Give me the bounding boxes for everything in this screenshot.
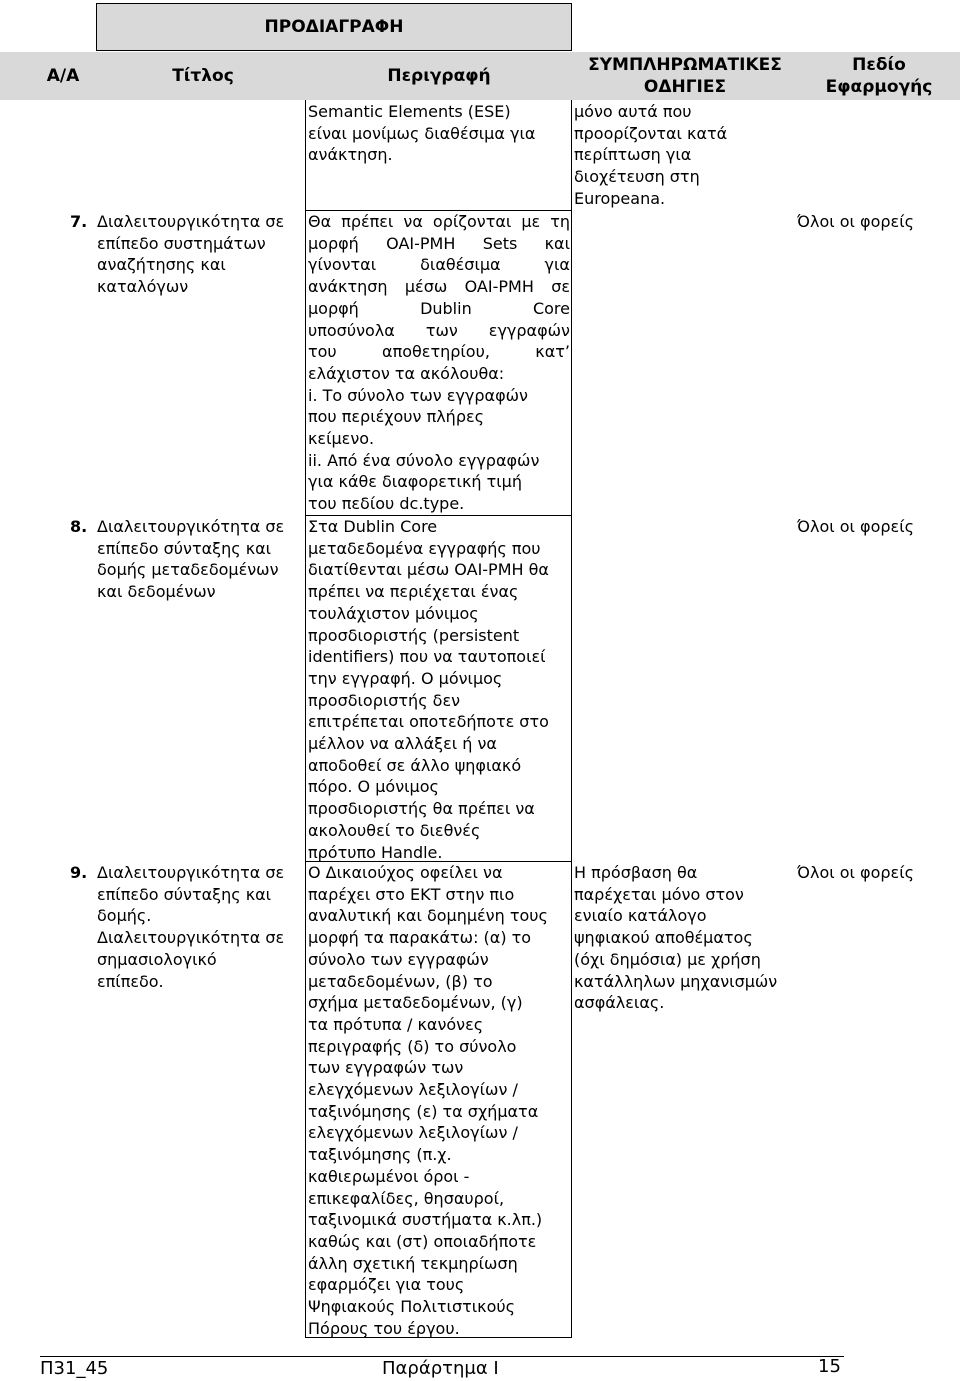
row-notes-line: κατάλληλων μηχανισμών <box>574 971 778 991</box>
spec-header: ΠΡΟΔΙΑΓΡΑΦΗ <box>96 3 572 51</box>
col-scope-header-line1: Πεδίο <box>852 55 906 75</box>
row-number: 7. <box>70 212 88 231</box>
row-description-line: Στα Dublin Core <box>308 517 438 536</box>
grid-line-desc-left <box>305 100 306 1338</box>
row-description-line: πόρο. Ο μόνιμος <box>308 777 439 797</box>
continuation-notes-line: διοχέτευση στη <box>574 167 700 187</box>
row-description-line: εφαρμόζει για τους <box>308 1275 465 1295</box>
row-description-line: ταξινομικά συστήματα κ.λπ.) <box>308 1210 543 1230</box>
row-title-line: Διαλειτουργικότητα σε <box>97 212 285 231</box>
row-description-line: αποδοθεί σε άλλο ψηφιακό <box>308 755 522 775</box>
row-description-line: προσδιοριστής δεν <box>308 690 461 710</box>
row-scope: Όλοι οι φορείς <box>797 517 914 536</box>
row-description-line: άλλη σχετική τεκμηρίωση <box>308 1253 518 1273</box>
continuation-notes-line: Europeana. <box>574 188 666 208</box>
row-title-line: επίπεδο σύνταξης και <box>97 884 272 904</box>
row-description-line: πρέπει να περιέχεται ένας <box>308 582 519 602</box>
row-description-line: γίνονται διαθέσιμα για <box>308 255 570 275</box>
row-title-line: δομής μεταδεδομένων <box>97 560 279 580</box>
row-scope: Όλοι οι φορείς <box>797 863 914 882</box>
row-notes-line: ασφάλειας. <box>574 993 665 1013</box>
row-description-line: μορφή OAI-PMH Sets και <box>308 233 570 253</box>
row-description-line: του πεδίου dc.type. <box>308 494 465 514</box>
row-notes-line: ενιαίο κατάλογο <box>574 906 707 926</box>
row-description-line: ταξινόμησης (π.χ. <box>308 1145 452 1165</box>
col-description-header: Περιγραφή <box>387 66 491 86</box>
continuation-notes-line: περίπτωση για <box>574 145 692 165</box>
row-description-line: μεταδεδομένων, (β) το <box>308 971 493 991</box>
row-description-line: μεταδεδομένα εγγραφής που <box>308 538 541 558</box>
row-description-line: διατίθενται μέσω OAI-PMH θα <box>308 560 549 580</box>
row-notes-line: Η πρόσβαση θα <box>574 863 698 882</box>
row-description-line: υποσύνολα των εγγραφών <box>308 320 570 340</box>
grid-line-desc-right <box>571 100 572 1338</box>
row-description-line: Ο Δικαιούχος οφείλει να <box>308 863 503 882</box>
row-description-line: i. Το σύνολο των εγγραφών <box>308 385 528 405</box>
row-description-line: Θα πρέπει να ορίζονται με τη <box>308 212 570 231</box>
row-description-line: καθώς και (στ) οποιαδήποτε <box>308 1231 537 1251</box>
row-description-line: τουλάχιστον μόνιμος <box>308 603 479 623</box>
row-description-line: ταξινόμησης (ε) τα σχήματα <box>308 1101 539 1121</box>
col-notes-header-line2: ΟΔΗΓΙΕΣ <box>643 77 727 97</box>
row-description-line: προσδιοριστής (persistent <box>308 625 520 645</box>
row-description-line: περιγραφής (δ) το σύνολο <box>308 1036 517 1056</box>
continuation-description-line: είναι μονίμως διαθέσιμα για <box>308 123 536 143</box>
row-description-line: την εγγραφή. Ο μόνιμος <box>308 668 503 688</box>
row-description-line: επικεφαλίδες, θησαυροί, <box>308 1188 505 1208</box>
row-number: 8. <box>70 517 88 536</box>
row-description-line: μέλλον να αλλάξει ή να <box>308 734 497 753</box>
row-description-line: των εγγραφών των <box>308 1058 464 1078</box>
row-scope: Όλοι οι φορείς <box>797 212 914 231</box>
col-scope-header <box>798 52 960 100</box>
row-title-line: και δεδομένων <box>97 582 216 602</box>
row-description-line: ελεγχόμενων λεξιλογίων / <box>308 1080 518 1099</box>
row-notes-line: (όχι δημόσια) με χρήση <box>574 949 761 969</box>
row-description-line: ακολουθεί το διεθνές <box>308 820 481 840</box>
row-description-line: καθιερωμένοι όροι - <box>308 1166 470 1186</box>
row-title-line: Διαλειτουργικότητα σε <box>97 863 285 882</box>
col-scope-header-line2: Εφαρμογής <box>825 77 933 97</box>
row-description-line: σύνολο των εγγραφών <box>308 949 489 969</box>
row-description-line: του αποθετηρίου, κατ’ <box>308 342 570 362</box>
row-description-line: που περιέχουν πλήρες <box>308 407 485 427</box>
col-notes-header-line1: ΣΥΜΠΛΗΡΩΜΑΤΙΚΕΣ <box>588 55 782 75</box>
row-notes-line: ψηφιακού αποθέματος <box>574 928 753 948</box>
continuation-notes-line: προορίζονται κατά <box>574 123 728 143</box>
row-description-line: ελάχιστον τα ακόλουθα: <box>308 363 505 383</box>
row-description-line: για κάθε διαφορετική τιμή <box>308 472 522 492</box>
row-description-line: σχήμα μεταδεδομένων, (γ) <box>308 993 523 1013</box>
row-description-line: επιτρέπεται οποτεδήποτε στο <box>308 712 549 732</box>
row-description-line: Πόρους του έργου. <box>308 1318 460 1338</box>
footer-page-number: 15 <box>818 1356 841 1377</box>
row-description-line: μορφή τα παρακάτω: (α) το <box>308 928 532 948</box>
row-description-line: ii. Από ένα σύνολο εγγραφών <box>308 450 540 470</box>
col-title-header: Τίτλος <box>172 66 234 86</box>
row-notes-line: παρέχεται μόνο στον <box>574 884 744 904</box>
row-title-line: καταλόγων <box>97 277 189 297</box>
row-description-line: ανάκτηση μέσω OAI-PMH σε <box>308 277 570 297</box>
row-title-line: σημασιολογικό <box>97 949 217 969</box>
row-title-line: δομής. <box>97 906 152 926</box>
col-aa-header: Α/Α <box>46 66 80 86</box>
row-number: 9. <box>70 863 88 882</box>
row-description-line: identifiers) που να ταυτοποιεί <box>308 647 546 667</box>
continuation-description-line: ανάκτηση. <box>308 145 393 165</box>
footer-doc-code: Π31_45 <box>40 1358 109 1379</box>
row-description-line: παρέχει στο ΕΚΤ στην πιο <box>308 884 515 904</box>
row-description-line: Ψηφιακούς Πολιτιστικούς <box>308 1297 516 1316</box>
row-title-line: επίπεδο. <box>97 971 164 991</box>
row-description-line: κείμενο. <box>308 429 375 448</box>
footer-rule <box>40 1356 844 1357</box>
row-description-line: μορφή Dublin Core <box>308 298 570 318</box>
row-title-line: επίπεδο σύνταξης και <box>97 538 272 558</box>
footer-annex-label: Παράρτημα Ι <box>382 1358 499 1379</box>
continuation-notes-line: μόνο αυτά που <box>574 102 692 121</box>
row-title-line: αναζήτησης και <box>97 255 226 275</box>
continuation-description-line: Semantic Elements (ESE) <box>308 102 511 121</box>
row-title-line: επίπεδο συστημάτων <box>97 233 266 253</box>
row-description-line: πρότυπο Handle. <box>308 842 443 862</box>
row-title-line: Διαλειτουργικότητα σε <box>97 517 285 536</box>
col-notes-header <box>572 52 798 100</box>
row-description-line: ελεγχόμενων λεξιλογίων / <box>308 1123 518 1143</box>
row-description-line: προσδιοριστής θα πρέπει να <box>308 799 535 819</box>
row-description-line: αναλυτική και δομημένη τους <box>308 906 548 926</box>
row-description-line: τα πρότυπα / κανόνες <box>308 1014 484 1034</box>
row-title-line: Διαλειτουργικότητα σε <box>97 928 285 948</box>
